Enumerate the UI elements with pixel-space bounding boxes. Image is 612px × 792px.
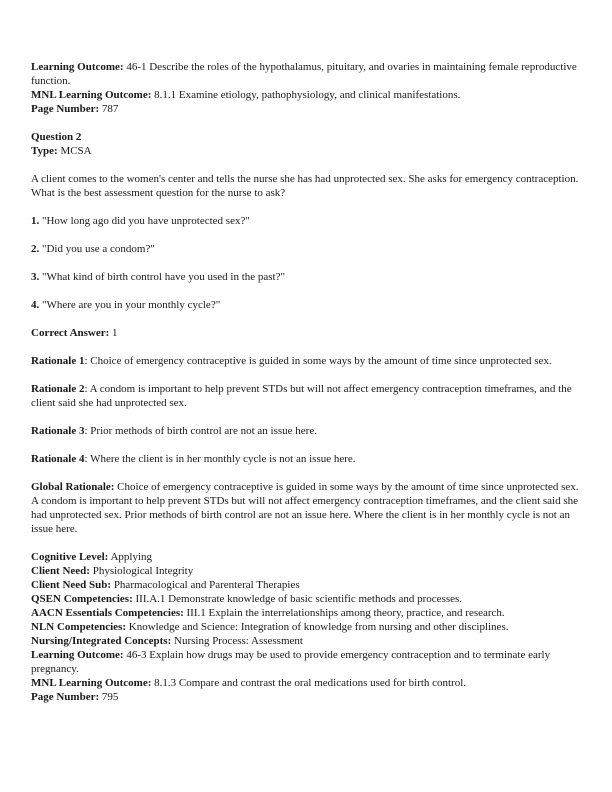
rationale (31, 382, 579, 410)
field-value: Knowledge and Science: Integration of knowledge from nursing and other disciplines. (128, 621, 509, 633)
rationale-label: Rationale 1 (31, 355, 85, 367)
question-heading: Question 2 (31, 131, 82, 143)
rationale-label: Rationale 4 (31, 453, 85, 465)
meta-page-number (31, 690, 579, 704)
rationale (31, 424, 579, 438)
rationale-text: : Prior methods of birth control are not an issue here. (84, 425, 317, 437)
meta-nln (31, 620, 579, 634)
rationale-label: Rationale 3 (31, 425, 85, 437)
field-label: Nursing/Integrated Concepts: (31, 635, 172, 647)
field-label: Cognitive Level: (31, 551, 109, 563)
option-number: 4. (31, 299, 40, 311)
answer-option (31, 298, 579, 312)
field-label: Global Rationale: (31, 481, 115, 493)
meta-aacn (31, 606, 579, 620)
rationale-text: : Choice of emergency contraceptive is guided in some ways by the amount of time since unprotected sex. (84, 355, 552, 367)
field-label: Page Number: (31, 103, 100, 115)
question-stem: A client comes to the women's center and tells the nurse she has had unprotected sex. She asks for emergency contraception. What is the best assessment question for the nurse to ask? (31, 173, 579, 199)
field-label: Learning Outcome: (31, 649, 124, 661)
meta-qsen (31, 592, 579, 606)
answer-option (31, 270, 579, 284)
field-label: MNL Learning Outcome: (31, 89, 152, 101)
option-number: 3. (31, 271, 40, 283)
rationale-text: : Where the client is in her monthly cycle is not an issue here. (84, 453, 356, 465)
field-label: Type: (31, 145, 58, 157)
field-label: NLN Competencies: (31, 621, 127, 633)
meta-learning-outcome (31, 648, 579, 676)
field-label: Client Need: (31, 565, 90, 577)
field-value: 46-1 Describe the roles of the hypothalamus, pituitary, and ovaries in maintaining female reproductive function. (31, 61, 577, 87)
field-label: Page Number: (31, 691, 100, 703)
option-number: 2. (31, 243, 40, 255)
option-text: "How long ago did you have unprotected sex?" (42, 215, 250, 227)
field-label: Client Need Sub: (31, 579, 112, 591)
field-value: III.A.1 Demonstrate knowledge of basic scientific methods and processes. (135, 593, 463, 605)
meta-nursing-concepts (31, 634, 579, 648)
field-label: QSEN Competencies: (31, 593, 133, 605)
rationale (31, 354, 579, 368)
answer-option (31, 214, 579, 228)
field-value: Physiological Integrity (92, 565, 194, 577)
field-value: 8.1.1 Examine etiology, pathophysiology, and clinical manifestations. (154, 89, 461, 101)
rationale (31, 452, 579, 466)
field-value: 795 (101, 691, 119, 703)
field-value: III.1 Explain the interrelationships among theory, practice, and research. (186, 607, 505, 619)
field-value: Nursing Process: Assessment (174, 635, 303, 647)
correct-answer (31, 326, 579, 340)
question-type (31, 144, 579, 158)
rationale-text: : A condom is important to help prevent STDs but will not affect emergency contraception timeframes, and the client said she had unprotected sex. (31, 383, 572, 409)
field-value: MCSA (60, 145, 92, 157)
global-rationale (31, 480, 579, 536)
option-number: 1. (31, 215, 40, 227)
mnl-learning-outcome (31, 88, 579, 102)
learning-outcome (31, 60, 579, 88)
meta-client-need (31, 564, 579, 578)
option-text: "Where are you in your monthly cycle?" (42, 299, 221, 311)
option-text: "Did you use a condom?" (42, 243, 155, 255)
field-value: Choice of emergency contraceptive is guided in some ways by the amount of time since unprotected sex. A condom is important to help prevent STDs but will not affect emergency contraception timeframes, and the client said she had unprotected sex. Prior methods of birth control are not an issue here. Where the client is in her monthly cycle is not an issue here. (31, 481, 579, 535)
option-text: "What kind of birth control have you used in the past?" (42, 271, 285, 283)
field-value: Applying (110, 551, 153, 563)
field-value: 8.1.3 Compare and contrast the oral medications used for birth control. (154, 677, 467, 689)
field-value: 787 (101, 103, 119, 115)
field-label: MNL Learning Outcome: (31, 677, 152, 689)
rationale-label: Rationale 2 (31, 383, 85, 395)
field-value: Pharmacological and Parenteral Therapies (113, 579, 300, 591)
meta-client-need-sub (31, 578, 579, 592)
document-content (31, 60, 579, 704)
field-value: 46-3 Explain how drugs may be used to provide emergency contraception and to terminate early pregnancy. (31, 649, 551, 675)
field-label: Learning Outcome: (31, 61, 124, 73)
field-label: AACN Essentials Competencies: (31, 607, 184, 619)
field-value: 1 (112, 327, 118, 339)
meta-cognitive-level (31, 550, 579, 564)
field-label: Correct Answer: (31, 327, 110, 339)
meta-mnl-learning-outcome (31, 676, 579, 690)
answer-option (31, 242, 579, 256)
page-number (31, 102, 579, 116)
